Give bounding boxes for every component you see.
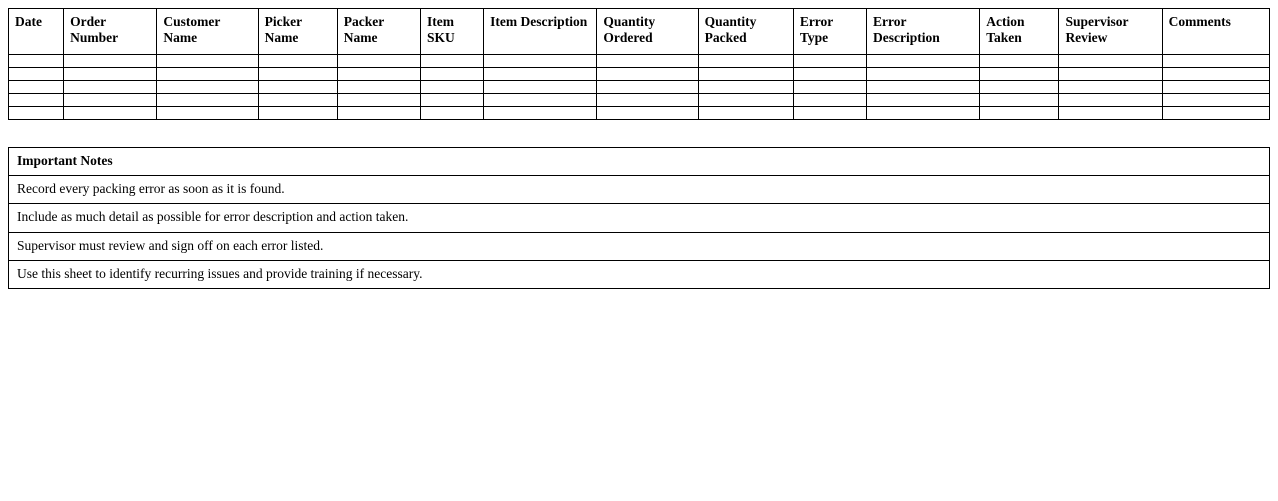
column-header-error-type: Error Type: [793, 9, 866, 55]
column-header-action-taken: Action Taken: [980, 9, 1059, 55]
cell-order-number[interactable]: [64, 81, 157, 94]
cell-quantity-packed[interactable]: [698, 81, 793, 94]
column-header-packer-name: Packer Name: [337, 9, 420, 55]
notes-heading-row: [9, 148, 1270, 176]
table-row[interactable]: [9, 94, 1270, 107]
column-header-quantity-ordered: Quantity Ordered: [597, 9, 698, 55]
cell-date[interactable]: [9, 107, 64, 120]
cell-date[interactable]: [9, 81, 64, 94]
cell-action-taken[interactable]: [980, 55, 1059, 68]
cell-item-sku[interactable]: [420, 107, 483, 120]
cell-action-taken[interactable]: [980, 68, 1059, 81]
cell-item-description[interactable]: [484, 81, 597, 94]
cell-supervisor-review[interactable]: [1059, 94, 1162, 107]
cell-picker-name[interactable]: [258, 94, 337, 107]
cell-date[interactable]: [9, 68, 64, 81]
table-row[interactable]: [9, 107, 1270, 120]
cell-date[interactable]: [9, 94, 64, 107]
cell-customer-name[interactable]: [157, 81, 258, 94]
cell-item-sku[interactable]: [420, 68, 483, 81]
column-header-picker-name: Picker Name: [258, 9, 337, 55]
note-row: [9, 176, 1270, 204]
column-header-item-description: Item Description: [484, 9, 597, 55]
cell-action-taken[interactable]: [980, 94, 1059, 107]
cell-error-description[interactable]: [866, 81, 979, 94]
cell-packer-name[interactable]: [337, 94, 420, 107]
cell-packer-name[interactable]: [337, 107, 420, 120]
cell-item-description[interactable]: [484, 107, 597, 120]
cell-error-description[interactable]: [866, 94, 979, 107]
cell-order-number[interactable]: [64, 68, 157, 81]
column-header-supervisor-review: Supervisor Review: [1059, 9, 1162, 55]
table-row[interactable]: [9, 68, 1270, 81]
cell-quantity-packed[interactable]: [698, 94, 793, 107]
cell-customer-name[interactable]: [157, 55, 258, 68]
table-row[interactable]: [9, 55, 1270, 68]
cell-error-type[interactable]: [793, 107, 866, 120]
cell-picker-name[interactable]: [258, 55, 337, 68]
cell-item-sku[interactable]: [420, 55, 483, 68]
cell-supervisor-review[interactable]: [1059, 107, 1162, 120]
cell-order-number[interactable]: [64, 107, 157, 120]
cell-item-sku[interactable]: [420, 94, 483, 107]
cell-error-type[interactable]: [793, 81, 866, 94]
notes-heading: Important Notes: [9, 148, 1270, 176]
cell-packer-name[interactable]: [337, 55, 420, 68]
cell-packer-name[interactable]: [337, 68, 420, 81]
packing-error-log-table: [8, 8, 1270, 120]
cell-packer-name[interactable]: [337, 81, 420, 94]
cell-supervisor-review[interactable]: [1059, 81, 1162, 94]
column-header-order-number: Order Number: [64, 9, 157, 55]
cell-customer-name[interactable]: [157, 107, 258, 120]
note-item: Record every packing error as soon as it is found.: [9, 176, 1270, 204]
column-header-quantity-packed: Quantity Packed: [698, 9, 793, 55]
cell-comments[interactable]: [1162, 55, 1269, 68]
cell-action-taken[interactable]: [980, 81, 1059, 94]
cell-quantity-ordered[interactable]: [597, 94, 698, 107]
cell-comments[interactable]: [1162, 68, 1269, 81]
cell-quantity-ordered[interactable]: [597, 55, 698, 68]
cell-picker-name[interactable]: [258, 68, 337, 81]
cell-quantity-ordered[interactable]: [597, 68, 698, 81]
cell-order-number[interactable]: [64, 55, 157, 68]
cell-quantity-ordered[interactable]: [597, 81, 698, 94]
cell-customer-name[interactable]: [157, 94, 258, 107]
cell-picker-name[interactable]: [258, 81, 337, 94]
cell-error-type[interactable]: [793, 55, 866, 68]
note-item: Supervisor must review and sign off on each error listed.: [9, 232, 1270, 260]
cell-item-description[interactable]: [484, 55, 597, 68]
column-header-date: Date: [9, 9, 64, 55]
note-row: [9, 204, 1270, 232]
cell-quantity-packed[interactable]: [698, 107, 793, 120]
cell-action-taken[interactable]: [980, 107, 1059, 120]
cell-error-description[interactable]: [866, 55, 979, 68]
important-notes-table: [8, 147, 1270, 289]
cell-item-description[interactable]: [484, 94, 597, 107]
note-row: [9, 260, 1270, 288]
cell-quantity-ordered[interactable]: [597, 107, 698, 120]
cell-comments[interactable]: [1162, 81, 1269, 94]
cell-quantity-packed[interactable]: [698, 68, 793, 81]
column-header-item-sku: Item SKU: [420, 9, 483, 55]
note-item: Use this sheet to identify recurring issues and provide training if necessary.: [9, 260, 1270, 288]
cell-comments[interactable]: [1162, 107, 1269, 120]
table-row[interactable]: [9, 81, 1270, 94]
cell-error-type[interactable]: [793, 94, 866, 107]
cell-item-description[interactable]: [484, 68, 597, 81]
cell-supervisor-review[interactable]: [1059, 55, 1162, 68]
cell-order-number[interactable]: [64, 94, 157, 107]
cell-error-type[interactable]: [793, 68, 866, 81]
cell-quantity-packed[interactable]: [698, 55, 793, 68]
column-header-comments: Comments: [1162, 9, 1269, 55]
cell-picker-name[interactable]: [258, 107, 337, 120]
cell-error-description[interactable]: [866, 68, 979, 81]
note-row: [9, 232, 1270, 260]
cell-comments[interactable]: [1162, 94, 1269, 107]
cell-error-description[interactable]: [866, 107, 979, 120]
cell-date[interactable]: [9, 55, 64, 68]
note-item: Include as much detail as possible for error description and action taken.: [9, 204, 1270, 232]
cell-supervisor-review[interactable]: [1059, 68, 1162, 81]
column-header-customer-name: Customer Name: [157, 9, 258, 55]
cell-customer-name[interactable]: [157, 68, 258, 81]
cell-item-sku[interactable]: [420, 81, 483, 94]
column-header-error-description: Error Description: [866, 9, 979, 55]
table-header-row: [9, 9, 1270, 55]
